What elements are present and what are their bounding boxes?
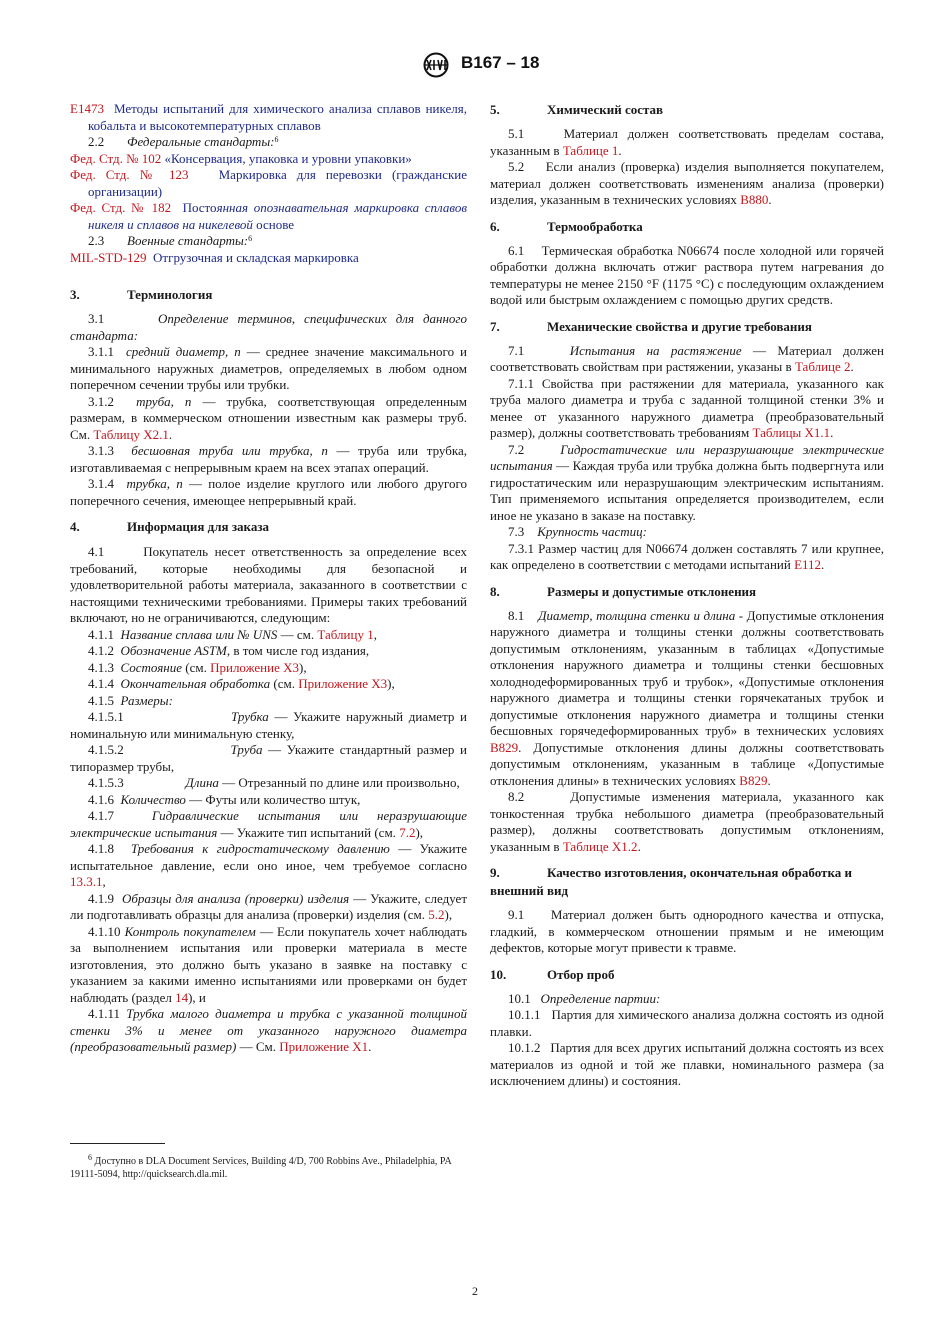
para-number: 7.1 (508, 342, 525, 358)
para-number: 8.1 (508, 607, 525, 623)
para-number: 4.1.5 (88, 692, 114, 708)
para-number: 4.1.8 (88, 841, 114, 856)
para-text: Размер частиц для N06674 должен составлять 7 или крупнее, как определено в соответствии с методами испытаний (490, 540, 885, 572)
section-5-number: 5. (490, 102, 500, 117)
para-text: — Футы или количество штук, (189, 791, 361, 807)
para-text: — Укажите испытательное давление, если оно иное, чем требуемое согласно (70, 841, 468, 873)
para-number: 7.3.1 (508, 540, 534, 556)
para-text: Допустимые отклонения наружного диаметра и толщины стенки должны соответствовать допустимым отклонениям, указанным в таблицах «Допустимые отклонения наружного диаметра и толщины стенки бесшовных холоднодеформированных труб и трубок», «Допустимые отклонения наружного диаметра и толщины стенки горячекатаных трубок и допустимые отклонения наружного диаметра и толщины стенки бесшовных горячедеформированных труб» в технических условиях (490, 607, 885, 738)
section-6-heading (490, 218, 884, 236)
para-text: — полое изделие круглого или любого другого поперечного сечения, имеющее непрерывный край. (70, 476, 467, 508)
footnote-text: Доступно в DLA Document Services, Building 4/D, 700 Robbins Ave., Philadelphia, PA 19111-5094, http://quicksearch.dla.mil. (70, 1156, 452, 1180)
term: Крупность частиц: (537, 524, 647, 539)
para-text: — Укажите тип испытаний (см. (220, 824, 396, 840)
section-3-heading (70, 286, 467, 304)
document-id: B167 – 18 (461, 53, 540, 72)
para-text: (см. (273, 676, 295, 691)
para-text: Свойства при растяжении для материала, указанного как труба малого диаметра и труба с заданной толщиной стенки 3% и менее от указанного наружного диаметра (преобразовательный размер), должны соответствовать требованиям (490, 375, 885, 440)
para-number: 7.1.1 (508, 375, 534, 391)
cross-ref-link[interactable]: B829 (739, 772, 768, 788)
term: Состояние (120, 659, 183, 675)
term: Испытания на растяжение (569, 342, 742, 358)
para-number: 4.1.5.3 (88, 775, 124, 790)
para-text: Партия для всех других испытаний должна состоять из всех материалов из одной и той же плавки, номинального размера (за исключением длины) и состояния. (490, 1040, 885, 1088)
section-2-3-number: 2.3 (88, 233, 105, 248)
page-header (0, 52, 950, 78)
fed-182-title-b[interactable]: янная опознавательная маркировка сплавов никеля и сплавов на никелевой (88, 200, 467, 232)
para-number: 3.1.1 (88, 344, 114, 359)
page-number: 2 (472, 1284, 478, 1298)
section-7-heading (490, 318, 884, 336)
cross-ref-link[interactable]: Таблице 2 (794, 359, 851, 374)
para-3-1 (70, 311, 467, 344)
cross-ref-link[interactable]: Таблице X1.2 (562, 838, 638, 854)
para-text: — См. (239, 1039, 276, 1054)
cross-ref-link[interactable]: Приложение X3 (210, 659, 300, 675)
para-10-1-1 (490, 1007, 884, 1040)
para-number: 5.2 (508, 159, 525, 174)
para-number: 3.1 (88, 311, 105, 326)
reference-e1473 (70, 101, 467, 134)
para-number: 4.1.10 (88, 923, 121, 939)
term: Требования к гидростатическому давлению (130, 841, 390, 856)
footnote (70, 1155, 467, 1181)
term: Количество (120, 791, 186, 807)
para-text: — Укажите стандартный размер и типоразмер трубы, (70, 742, 468, 774)
para-number: 7.2 (508, 441, 525, 457)
section-8-heading (490, 583, 884, 601)
fed-123-link[interactable]: Фед. Стд. № 123 (70, 167, 189, 182)
section-2-2-number: 2.2 (88, 134, 105, 149)
section-10-title: Отбор проб (547, 966, 615, 982)
para-4-1-6 (70, 792, 467, 809)
cross-ref-link[interactable]: Таблицу X2.1 (93, 426, 169, 442)
para-text: Покупатель несет ответственность за определение всех требований, которые необходимы для безопасной и удовлетворительной работы материала, заказанного в соответствии с настоящими техническими требованиями. Примеры таких требований включают, но не ограничиваются, следующим: (70, 544, 467, 625)
para-text: — Отрезанный по длине или произвольно, (222, 775, 460, 790)
reference-fed-182 (70, 200, 467, 233)
para-text: Материал должен соответствовать пределам состава, указанным в (490, 126, 884, 158)
para-10-1-2 (490, 1040, 884, 1090)
para-4-1-5-3 (70, 775, 467, 792)
para-4-1-10: 4.1.10 Контроль покупателем — Если покупатель хочет наблюдать за выполнением испытания или проверки материала в месте изготовления, это должно быть указано в заявке на поставку с указанием за какими именно испытаниями или проверками он будет наблюдать (раздел 14), и (70, 923, 468, 1005)
para-5-1: 5.1 Материал должен соответствовать пределам состава, указанным в Таблице 1. (490, 126, 884, 158)
term: Гидростатические или неразрушающие электрические испытания (490, 441, 884, 473)
fed-102-title[interactable]: «Консервация, упаковка и уровни упаковки» (164, 150, 412, 166)
para-7-1-1: 7.1.1 Свойства при растяжении для материала, указанного как труба малого диаметра и труба с заданной толщиной стенки 3% и менее от указанного наружного диаметра (преобразовательный размер), должны соответствовать требованиям Таблицы X1.1. (490, 375, 885, 440)
para-text: — см. (280, 626, 315, 642)
para-7-3 (490, 524, 884, 541)
fed-123-title[interactable]: Маркировка для перевозки (гражданские организации) (88, 167, 468, 199)
para-number: 4.1.9 (88, 890, 114, 906)
mil-std-129-link[interactable]: MIL-STD-129 (70, 249, 147, 265)
section-3-title: Терминология (127, 287, 213, 302)
term: трубка, n (126, 476, 183, 491)
para-4-1-9: 4.1.9 Образцы для анализа (проверки) изделия — Укажите, следует ли подготавливать образцы для анализа (проверки) изделия (см. 5.2), (70, 890, 468, 922)
section-6-number: 6. (490, 218, 500, 234)
reference-fed-123 (70, 167, 467, 200)
cross-ref-link[interactable]: 7.2 (399, 824, 416, 840)
cross-ref-link[interactable]: B880 (740, 192, 769, 207)
para-number: 4.1.7 (88, 808, 114, 823)
para-3-1-2: 3.1.2 труба, n — трубка, соответствующая определенным размерам, в коммерческом отношении известным как размеры труб. См. Таблицу X2.1. (70, 393, 467, 442)
para-text: Материал должен быть однородного качества и отпуска, гладкий, в коммерческом отношении прямым и не имеющим дефектов, которые могут привести к травме. (490, 907, 885, 955)
footnote-ref[interactable]: 6 (248, 234, 253, 243)
para-text: — Материал должен соответствовать свойствам при растяжении, указаны в (490, 342, 884, 374)
cross-ref-link[interactable]: 14 (175, 989, 189, 1005)
fed-102-link[interactable]: Фед. Стд. № 102 (70, 150, 162, 166)
cross-ref-link[interactable]: E112 (794, 557, 822, 572)
section-5-heading (490, 101, 884, 119)
para-text: Определение терминов, специфических для данного стандарта: (70, 311, 468, 343)
para-number: 7.3 (508, 524, 525, 539)
para-4-1 (70, 544, 467, 627)
section-7-number: 7. (490, 318, 500, 334)
reference-fed-102 (70, 151, 467, 168)
term: Труба (230, 742, 263, 757)
section-2-2 (70, 134, 467, 151)
term: Гидравлические испытания или неразрушающие электрические испытания (70, 808, 467, 840)
para-5-2: 5.2 Если анализ (проверка) изделия выполняется покупателем, материал должен соответствовать изменениям анализа (проверки) изделия, указанным в технических условиях B880. (490, 159, 884, 207)
para-4-1-4: 4.1.4 Окончательная обработка (см. Приложение X3), (88, 676, 395, 691)
para-number: 4.1.6 (88, 791, 114, 807)
para-7-2 (490, 442, 884, 525)
para-number: 9.1 (508, 907, 525, 922)
right-column (490, 101, 884, 1090)
section-2-3 (70, 233, 467, 250)
para-text: — труба или трубка, изготавливаемая с непрерывным краем на всех этапах операций. (70, 443, 467, 475)
para-7-3-1: 7.3.1 Размер частиц для N06674 должен составлять 7 или крупнее, как определено в соответствии с методами испытаний E112. (490, 540, 885, 572)
para-9-1 (490, 907, 884, 957)
para-number: 10.1.2 (508, 1040, 541, 1055)
term: Обозначение ASTM, (120, 643, 231, 658)
term: Диаметр, толщина стенки и длина - (538, 607, 744, 623)
para-text: Если анализ (проверка) изделия выполняется покупателем, материал должен соответствовать изменениям анализа (проверки) изделия, указанным в технических условиях (490, 159, 884, 207)
term: бесшовная труба или трубка, n (131, 443, 328, 458)
astm-logo-icon (418, 52, 454, 78)
para-text: — Укажите, следует ли подготавливать образцы для анализа (проверки) изделия (см. (70, 890, 468, 922)
para-3-1-1 (70, 344, 467, 394)
para-number: 5.1 (508, 126, 525, 141)
para-text: — Укажите наружный диаметр и номинальную или минимальную стенку, (70, 709, 468, 741)
para-number: 4.1.4 (88, 676, 114, 691)
left-column (70, 101, 467, 1056)
section-4-number: 4. (70, 519, 80, 534)
para-4-1-8: 4.1.8 Требования к гидростатическому давлению — Укажите испытательное давление, если оно иное, чем требуемое согласно 13.3.1, (70, 841, 468, 889)
section-5-title: Химический состав (547, 102, 664, 117)
para-number: 3.1.3 (88, 443, 114, 458)
para-7-1: 7.1 Испытания на растяжение — Материал должен соответствовать свойствам при растяжении, указаны в Таблице 2. (490, 342, 884, 374)
term: Трубка малого диаметра и трубка с указанной толщиной стенки 3% и менее от указанного наружного диаметра (преобразовательный размер) (70, 1006, 468, 1054)
reference-mil-std-129 (70, 250, 467, 267)
para-text: (см. (185, 659, 207, 675)
para-number: 4.1.11 (88, 1006, 121, 1021)
para-4-1-5-1 (70, 709, 467, 742)
section-7-title: Механические свойства и другие требования (547, 318, 812, 334)
footnote-ref[interactable]: 6 (274, 135, 279, 144)
para-number: 4.1.3 (88, 659, 114, 675)
mil-std-129-title[interactable]: Отгрузочная и складская маркировка (153, 249, 359, 265)
cross-ref-link[interactable]: Приложение X3 (298, 676, 388, 691)
para-4-1-7: 4.1.7 Гидравлические испытания или неразрушающие электрические испытания — Укажите тип испытаний (см. 7.2), (70, 808, 467, 840)
section-9-title: Качество изготовления, окончательная обработка и внешний вид (490, 865, 852, 898)
ref-e1473-title[interactable]: Методы испытаний для химического анализа сплавов никеля, кобальта и высокотемпературных сплавов (88, 101, 467, 133)
fed-182-title-a[interactable]: Посто (182, 200, 217, 215)
para-number: 3.1.2 (88, 393, 114, 409)
term: Контроль покупателем (124, 923, 256, 939)
para-4-1-11: 4.1.11 Трубка малого диаметра и трубка с указанной толщиной стенки 3% и менее от указанного наружного диаметра (преобразовательный размер) — См. Приложение X1. (70, 1006, 468, 1054)
para-number: 4.1 (88, 544, 105, 559)
footnote-divider (70, 1143, 165, 1144)
fed-182-title-c[interactable]: основе (256, 216, 295, 232)
para-6-1 (490, 243, 884, 309)
para-number: 6.1 (508, 242, 525, 258)
para-text: Партия для химического анализа должна состоять из одной плавки. (490, 1007, 884, 1039)
section-2-2-title: Федеральные стандарты: (127, 134, 275, 149)
term: Трубка (230, 709, 269, 724)
section-10-heading (490, 966, 884, 984)
para-number: 8.2 (508, 789, 525, 804)
para-number: 10.1.1 (508, 1007, 541, 1022)
para-text: — Если покупатель хочет наблюдать за выполнением испытания или проверки материала в месте изготовления, это должно быть указано в заявке на поставку с указанием за какими именно испытаниями или проверками он будет наблюдать (раздел (70, 923, 468, 1005)
cross-ref-link[interactable]: Таблицы X1.1 (752, 425, 831, 440)
para-8-1: 8.1 Диаметр, толщина стенки и длина - Допустимые отклонения наружного диаметра и толщины стенки должны соответствовать допустимым отклонениям, указанным в таблицах «Допустимые отклонения наружного диаметра и толщины стенки бесшовных холоднодеформированных труб и трубок», «Допустимые отклонения наружного диаметра и толщины стенки горячекатаных трубок и допустимые отклонения наружного диаметра и толщины стенки бесшовных горячедеформированных труб» в технических условиях B829. Допустимые отклонения длины должны соответствовать допустимым отклонениям, указанным в таблице «Допустимые отклонения длины» в технических условиях B829. (490, 607, 885, 788)
section-4-heading (70, 518, 467, 536)
para-8-2: 8.2 Допустимые изменения материала, указанного как тонкостенная трубка небольшого диаметра (преобразовательный размер), должны соответствовать допустимым отклонениям, указанным в Таблице X1.2. (490, 789, 884, 854)
para-number: 4.1.2 (88, 643, 114, 658)
cross-ref-link[interactable]: Приложение X1 (279, 1039, 369, 1054)
term: труба, n (136, 393, 192, 409)
term: Определение партии: (540, 990, 661, 1006)
ref-e1473-link[interactable]: E1473 (70, 101, 104, 116)
term: Длина (185, 775, 219, 790)
para-number: 3.1.4 (88, 476, 114, 491)
para-4-1-5 (70, 693, 467, 710)
para-text: — Каждая труба или трубка должна быть подвергнута или гидростатическим или неразрушающим электрическим испытаниям. Тип применяемого испытания определяется производителем, если иное не указано в заказе на поставку. (490, 458, 885, 523)
section-8-title: Размеры и допустимые отклонения (547, 583, 757, 599)
para-4-1-2 (70, 643, 467, 660)
term: Образцы для анализа (проверки) изделия (121, 890, 350, 906)
footnote-mark: 6 (88, 1153, 92, 1162)
para-4-1-5-2 (70, 742, 467, 775)
section-6-title: Термообработка (547, 218, 643, 234)
term: Размеры: (120, 692, 173, 708)
section-8-number: 8. (490, 583, 500, 599)
cross-ref-link[interactable]: B829 (490, 739, 519, 755)
cross-ref-link[interactable]: Таблице 1 (562, 142, 619, 158)
para-number: 4.1.5.2 (88, 742, 124, 757)
para-text: в том числе год издания, (233, 643, 370, 658)
para-number: 4.1.1 (88, 626, 114, 642)
para-number: 4.1.5.1 (88, 709, 124, 724)
fed-182-link[interactable]: Фед. Стд. № 182 (70, 200, 172, 215)
para-text: — трубка, соответствующая определенным размерам, в коммерческом отношении известным как размеры труб. См. (70, 393, 467, 442)
cross-ref-link[interactable]: Таблицу 1 (317, 626, 374, 642)
term: Окончательная обработка (120, 676, 271, 691)
cross-ref-link[interactable]: 5.2 (428, 907, 445, 922)
section-9-number: 9. (490, 865, 500, 880)
para-text: Термическая обработка N06674 после холодной или горячей обработки должна включать отжиг раствора путем нагревания до температуры не менее 2150 °F (1175 °C) с последующим охлаждением водой или быстрым охлаждением с помощью других средств. (490, 242, 884, 307)
section-10-number: 10. (490, 966, 507, 982)
section-9-heading (490, 864, 884, 900)
section-4-title: Информация для заказа (127, 519, 270, 534)
para-text: — среднее значение максимального и минимального наружных диаметров, определяемых в любом одном поперечном сечении трубы или трубки. (70, 344, 468, 392)
para-3-1-3 (70, 443, 467, 476)
term: Название сплава или № UNS (120, 626, 278, 642)
para-4-1-1: 4.1.1 Название сплава или № UNS — см. Таблицу 1, (88, 626, 377, 642)
section-3-number: 3. (70, 287, 80, 302)
para-10-1 (490, 991, 884, 1008)
cross-ref-link[interactable]: 13.3.1 (70, 874, 103, 889)
para-number: 10.1 (508, 990, 531, 1006)
section-2-3-title: Военные стандарты: (127, 233, 249, 248)
para-3-1-4 (70, 476, 467, 509)
para-text: Допустимые отклонения длины должны соответствовать допустимым отклонениям, указанным в таблице «Допустимые отклонения длины» в технических условиях (490, 739, 885, 788)
term: средний диаметр, n (125, 344, 241, 359)
para-text: Допустимые изменения материала, указанного как тонкостенная трубка небольшого диаметра (преобразовательный размер), должны соответствовать допустимым отклонениям, указанным в (490, 789, 884, 854)
para-4-1-3: 4.1.3 Состояние (см. Приложение X3), (88, 659, 307, 675)
